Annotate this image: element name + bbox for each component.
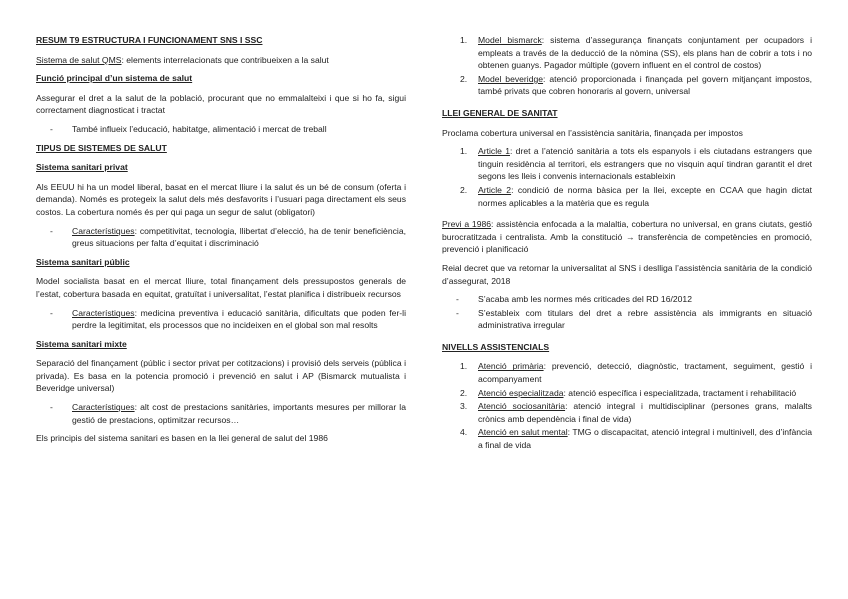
sns-definition [36,54,406,67]
mixte-bullet-text [72,401,406,426]
dash-marker: - [50,225,53,236]
dash-marker: - [456,307,459,318]
nivell-term: Atenció primària [478,361,544,372]
dash-marker: - [50,307,53,318]
privat-paragraph: Als EEUU hi ha un model liberal, basat en el mercat lliure i la salut és un bé de consum (oferta i demanda). Només es protegeix la salut dels més desfavorits i l’usuari paga directament els seus costos. La cobertura només és per qui paga un segur de salut (obligatori) [36,181,406,217]
public-car-term: Característiques [72,307,135,318]
nivell-term: Atenció especialitzada [478,387,564,398]
dash-marker: - [456,294,459,305]
sns-term: Sistema de salut QMS [36,54,122,65]
reial-bullet: - S’estableix com titulars del dret a rebre assistència als immigrants en situació administrativa irregular [442,307,812,332]
privat-car-term: Característiques [72,225,135,236]
list-item: 1. Atenció primària: prevenció, detecció, diagnòstic, tractament, seguiment, gestió i acompanyament [460,361,812,385]
previ-term: Previ a 1986 [442,219,492,230]
list-item: 3. Atenció sociosanitària: atenció integral i multidisciplinar (persones grans, malalts crònics amb dependència i final de vida) [460,401,812,424]
list-item: 2. Article 2: condició de norma bàsica per la llei, excepte en CCAA que hagin dictat normes aplicables a la matèria que es regula [460,184,812,208]
nivell-term: Atenció sociosanitària [478,401,566,412]
funcio-paragraph: Assegurar el dret a la salut de la població, procurant que no emmalalteixi i que si ho fa, sigui correctament diagnosticat i tractat [36,92,406,116]
previ-paragraph: Previ a 1986: assistència enfocada a la malaltia, cobertura no universal, en grans ciutats, gestió burocratitzada i centralista. Amb la constitució → transferència de competències en promoció, prevenció i planificació [442,219,812,255]
heading-privat: Sistema sanitari privat [36,162,128,173]
mixte-bullet [36,401,406,426]
privat-car-text: : competitivitat, tecnologia, llibertat d’elecció, ha de tenir beneficiència, greus situacions per falta d’equitat i discriminació [72,225,406,249]
list-item: 2. Model beveridge: atenció proporcionada i finançada pel govern mitjançant impostos, també privats que cobren honoraris al govern, universal [460,73,813,97]
llei-paragraph: Proclama cobertura universal en l’assistència sanitària, finançada per impostos [442,127,743,138]
funcio-bullet [36,123,406,136]
heading-public: Sistema sanitari públic [36,256,130,267]
public-bullet-text [72,307,406,332]
heading-mixte: Sistema sanitari mixte [36,338,127,349]
funcio-bullet-text: També influeix l’educació, habitatge, alimentació i mercat de treball [72,123,327,134]
list-item: 4. Atenció en salut mental: TMG o discapacitat, atenció integral i multinivell, des d’infància a final de vida [460,427,812,451]
heading-tipus: TIPUS DE SISTEMES DE SALUT [36,142,167,153]
reial-bullet: - S’acaba amb les normes més criticades del RD 16/2012 [442,293,812,306]
dash-marker: - [50,402,53,413]
nivells-list [442,360,812,451]
articles-list [442,145,812,209]
heading-nivells: NIVELLS ASSISTENCIALS [442,341,550,352]
public-car-text: : medicina preventiva i educació sanitària, dificultats que poden fer-li perdre la legitimitat, els processos que no incideixen en el global son mal resolts [72,307,406,331]
mixte-car-term: Característiques [72,402,135,413]
sns-definition-text: : elements interrelacionats que contribueixen a la salut [121,54,329,65]
list-item: 1. Article 1: dret a l’atenció sanitària a tots els espanyols i els ciutadans estrangers que tinguin residència al territori, els estrangers que no visquin aquí tindran garantit el dret segons les lleis i convenis internacionals estableixin [460,146,813,182]
privat-bullet [36,225,406,250]
public-paragraph: Model socialista basat en el mercat lliure, total finançament dels pressupostos generals de l’estat, cobertura basada en equitat, gratuïtat i universalitat, l’estat planifica i distribueix recursos [36,276,406,299]
privat-bullet-text [72,225,406,250]
model-term: Model bismarck [478,35,542,45]
heading-llei: LLEI GENERAL DE SANITAT [442,107,558,118]
right-column [442,34,812,458]
public-bullet [36,307,406,332]
list-item: 2. Atenció especialitzada: atenció específica i especialitzada, tractament i rehabilitació [460,387,797,398]
left-column [36,34,406,451]
dash-marker: - [50,123,53,134]
heading-funcio: Funció principal d’un sistema de salut [36,73,193,84]
final-paragraph: Els principis del sistema sanitari es basen en la llei general de salut del 1986 [36,433,328,444]
mixte-paragraph: Separació del finançament (públic i sector privat per cotitzacions) i provisió dels serveis (pública i privada). Es basa en la potencia promoció i prevenció en salut i AP (Bismarck mutualista i Beveridge universal) [36,358,406,394]
document-title: RESUM T9 ESTRUCTURA I FUNCIONAMENT SNS I SSC [36,35,263,45]
article-term: Article 1 [478,146,510,157]
article-term: Article 2 [478,184,512,195]
reial-paragraph: Reial decret que va retornar la universalitat al SNS i deslliga l’assistència sanitària de la condició d’assegurat, 2018 [442,262,812,286]
model-term: Model beveridge [478,73,544,84]
models-list [442,34,812,98]
nivell-term: Atenció en salut mental [478,427,568,438]
mixte-car-text: : alt cost de prestacions sanitàries, importants mesures per millorar la gestió de prestacions, optimitzar recursos… [72,402,406,425]
list-item: 1. Model bismarck: sistema d’assegurança finançats conjuntament per ocupadors i empleats a través de la deducció de la nòmina (SS), els plans han de cobrir a tots i no obtenen guanys. Pagador múltiple (govern influent en el control de costos) [460,35,812,71]
